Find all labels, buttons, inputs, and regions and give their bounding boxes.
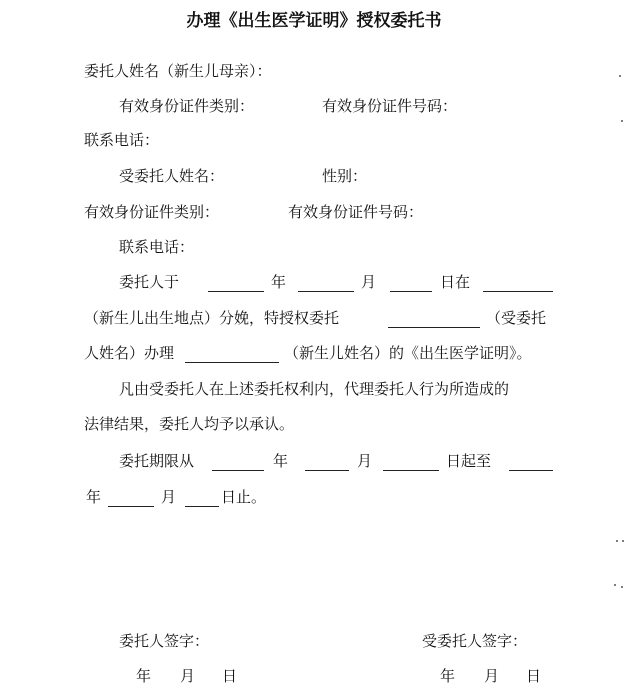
term-end-year-blank-part1 <box>509 470 553 471</box>
body-line1-prefix: 委托人于 <box>119 273 180 291</box>
agent-sign-year: 年 <box>440 667 456 685</box>
agent-sign-day: 日 <box>526 667 542 685</box>
scan-speck <box>616 540 618 542</box>
principal-phone-label: 联系电话： <box>84 131 160 149</box>
birth-month-blank <box>298 291 354 292</box>
birth-day-at-text: 日在 <box>440 273 471 291</box>
principal-sign-year: 年 <box>136 667 152 685</box>
term-end-day-blank <box>185 506 219 507</box>
term-end-day-text: 日止。 <box>221 488 267 506</box>
document-title: 办理《出生医学证明》授权委托书 <box>186 11 442 31</box>
birth-month-text: 月 <box>361 273 377 291</box>
scan-speck <box>621 586 623 588</box>
principal-sign-month: 月 <box>180 667 196 685</box>
body-line3-suffix: （新生儿姓名）的《出生医学证明》。 <box>284 344 532 362</box>
term-end-month-blank <box>108 506 154 507</box>
term-start-month-blank <box>305 470 349 471</box>
term-start-year-text: 年 <box>273 452 289 470</box>
birth-year-blank <box>208 291 264 292</box>
agent-id-type-label: 有效身份证件类别： <box>84 203 220 221</box>
scan-speck <box>622 540 624 542</box>
term-end-year-text: 年 <box>86 488 102 506</box>
body-line3-prefix: 人姓名）办理 <box>84 344 175 362</box>
principal-signature-label: 委托人签字： <box>119 632 210 650</box>
term-end-month-text: 月 <box>161 488 177 506</box>
body-line4: 凡由受委托人在上述委托权利内，代理委托人行为所造成的 <box>119 380 510 398</box>
term-start-year-blank <box>212 470 264 471</box>
scan-speck <box>619 75 621 77</box>
term-start-month-text: 月 <box>357 452 373 470</box>
agent-name-blank <box>388 327 480 328</box>
principal-name-label: 委托人姓名（新生儿母亲）： <box>84 62 272 80</box>
term-start-day-blank <box>383 470 439 471</box>
agent-name-label: 受委托人姓名： <box>119 167 225 185</box>
agent-gender-label: 性别： <box>322 167 368 185</box>
body-line2-suffix: （受委托 <box>486 309 547 327</box>
principal-id-type-label: 有效身份证件类别： <box>119 97 255 115</box>
birth-place-blank <box>483 291 553 292</box>
body-line2-prefix: （新生儿出生地点）分娩，特授权委托 <box>84 309 340 327</box>
newborn-name-blank <box>185 362 279 363</box>
principal-sign-day: 日 <box>222 667 238 685</box>
scan-speck <box>621 120 623 122</box>
body-line5: 法律结果，委托人均予以承认。 <box>84 415 295 433</box>
agent-sign-month: 月 <box>484 667 500 685</box>
principal-id-number-label: 有效身份证件号码： <box>322 97 458 115</box>
birth-year-text: 年 <box>271 273 287 291</box>
scan-speck <box>614 584 616 586</box>
term-prefix: 委托期限从 <box>119 452 195 470</box>
agent-signature-label: 受委托人签字： <box>422 632 528 650</box>
birth-day-blank <box>390 291 432 292</box>
agent-phone-label: 联系电话： <box>119 238 195 256</box>
agent-id-number-label: 有效身份证件号码： <box>288 203 424 221</box>
term-from-text: 日起至 <box>446 452 492 470</box>
